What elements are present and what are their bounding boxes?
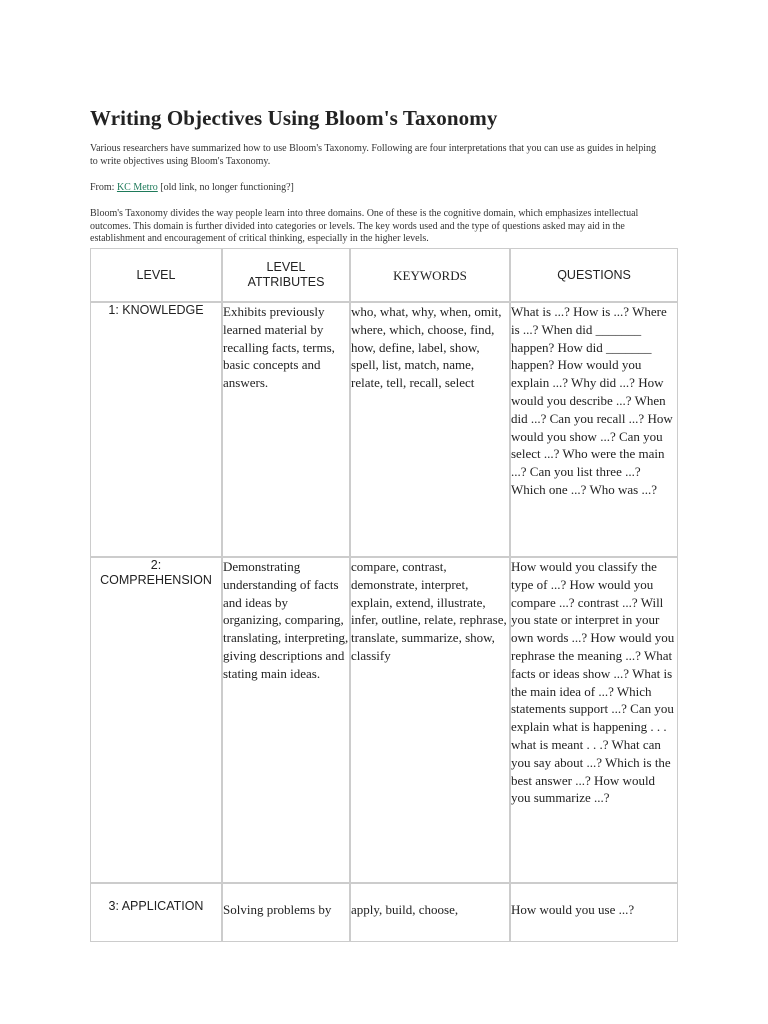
header-keywords: KEYWORDS: [350, 248, 510, 302]
header-attributes-line1: LEVEL: [266, 260, 306, 274]
level-cell: [90, 557, 222, 883]
table-row: [90, 302, 678, 557]
level-cell: 1: KNOWLEDGE: [90, 302, 222, 557]
header-level: LEVEL: [90, 248, 222, 302]
keywords-cell: apply, build, choose,: [350, 883, 510, 942]
questions-cell: What is ...? How is ...? Where is ...? When did _______ happen? How did _______ happen? How would you explain ...? Why did ...? How would you describe ...? When did ...? Can you recall ...? How would you show ...? Can you select ...? Who were the main ...? Can you list three ...? Which one ...? Who was ...?: [510, 302, 678, 557]
attributes-cell: Solving problems by: [222, 883, 350, 942]
table-row: [90, 557, 678, 883]
keywords-cell: who, what, why, when, omit, where, which, choose, find, how, define, label, show, spell, list, match, name, relate, tell, recall, select: [350, 302, 510, 557]
intro-paragraph: Various researchers have summarized how to use Bloom's Taxonomy. Following are four interpretations that you can use as guides in helping to write objectives using Bloom's Taxonomy.: [90, 143, 656, 167]
source-link[interactable]: KC Metro: [116, 182, 158, 193]
page-title: Writing Objectives Using Bloom's Taxonomy: [90, 106, 498, 130]
questions-cell: How would you use ...?: [510, 883, 678, 942]
level-cell: 3: APPLICATION: [90, 883, 222, 942]
attributes-cell: Exhibits previously learned material by recalling facts, terms, basic concepts and answers.: [222, 302, 350, 557]
table-header-row: [90, 248, 678, 302]
header-attributes-line2: ATTRIBUTES: [247, 275, 325, 289]
source-suffix: [old link, no longer functioning?]: [157, 182, 294, 193]
keywords-cell: compare, contrast, demonstrate, interpret, explain, extend, illustrate, infer, outline, relate, rephrase, translate, summarize, show, classify: [350, 557, 510, 883]
source-line: [90, 182, 294, 195]
attributes-cell: Demonstrating understanding of facts and ideas by organizing, comparing, translating, interpreting, giving descriptions and stating main ideas.: [222, 557, 350, 883]
header-level-attributes: [222, 248, 350, 302]
questions-cell: How would you classify the type of ...? How would you compare ...? contrast ...? Will you state or interpret in your own words ...? How would you rephrase the meaning ...? What facts or ideas show ...? What is the main idea of ...? Which statements support ...? Can you explain what is happening . . . what is meant . . .? What can you say about ...? Which is the best answer ...? How would you summarize ...?: [510, 557, 678, 883]
level-number: 2:: [150, 558, 162, 572]
table-row: [90, 883, 678, 942]
bloom-taxonomy-table: [90, 248, 678, 942]
domain-paragraph: Bloom's Taxonomy divides the way people learn into three domains. One of these is the cognitive domain, which emphasizes intellectual outcomes. This domain is further divided into categories or levels. The key words used and the type of questions asked may aid in the establishment and encouragement of critical thinking, especially in the higher levels.: [90, 208, 639, 244]
source-prefix: From:: [90, 182, 117, 193]
header-questions: QUESTIONS: [510, 248, 678, 302]
level-name: COMPREHENSION: [100, 573, 212, 587]
